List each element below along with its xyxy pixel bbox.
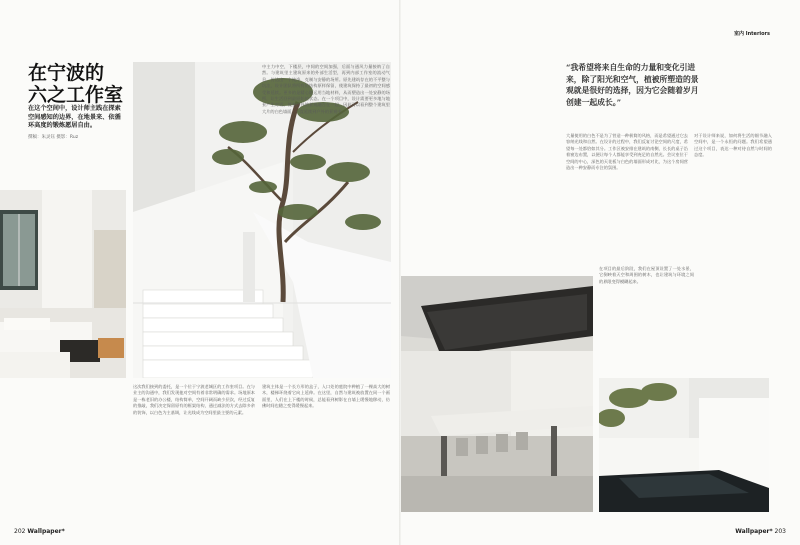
photo-lobby: [0, 190, 126, 378]
page-number-right: 203: [774, 528, 786, 535]
photo-meeting-room: [401, 276, 593, 512]
right-body-column-3: 在项目的最后阶段，我们在屋顶设置了一处水景，它倒映着天空和周围的树木，也让建筑与环境之间的界限变得模糊起来。: [599, 266, 694, 284]
brand-right: Wallpaper*: [735, 528, 773, 535]
folio-right: [735, 528, 786, 535]
title-line-1: 在宁波的: [28, 62, 105, 84]
section-label: 室内 Interiors: [734, 31, 770, 37]
article-credit: 撰稿：朱灵钰 摄影：Ruz: [28, 135, 79, 140]
article-deck: 在这个空间中，设计师主践在探索空间感知的边界，在地景来、依循环高度的锻炼愿居自由。: [28, 105, 121, 129]
pull-quote: “我希望将来自生命的力量和变化引进来，除了阳光和空气，植被所塑造的景观就是很好的选择，因为它会随着岁月创建一起成长。”: [566, 63, 699, 107]
right-body-column-2: 对于设计师来说，如何将生活的细节融入空间中，是一个永恒的问题。我们希望通过这个项目，表达一种对待自然与时间的态度。: [694, 133, 772, 158]
title-line-2: 六之工作室: [28, 84, 124, 106]
right-body-column-1: 大量使用的白色不是为了营造一种极简的风格，而是希望通过它去容纳光线和自然。在设计的过程中，我们反复讨论空间的尺度，希望每一处都恰如其分。工作区被安排在建筑的南侧，长长的桌子沿着窗边布置，以便让每个人都能享受到充足的自然光。会议室位于空间的中心，深色的天花板与白色的墙面形成对比，为这个房间营造出一种安静而专注的氛围。: [566, 133, 688, 171]
intro-column: 中主力中空，下楼层，中间的空间加强，后面与通风力量接纳了自然。与建筑里主建筑原来的外部生活型，再到内部工作室的流动气息，传达出一个纯净、克制与安静的场所。原先建筑存在的不平整与坑洼，设计团队将所有的结构原样保留，使建筑保持了最初的空间感受和延续。更多的是精心地运用当地材料，从而塑造出一处安静的场所，让生活回到最原始的状态。在一个项目中，设计需要更多地与地景产生对话，使室内外的景观融合在一起，因此可以看到整个建筑里大片的白色墙面，一直延续到户外的景观中。: [262, 64, 390, 114]
left-body-column-1: 这次我们接到的委托，是一个位于宁波老城区的工作室项目。在与业主的沟通中，我们发现他对空间有着非常明确的需求。场地原本是一栋老旧的办公楼，结构简单，空间开阔而缺少层次，经过反复的推敲，我们决定保留原有的框架结构，通过减法的方式去除多余的装饰，以白色为主基调，让光线成为空间里最主要的元素。: [133, 384, 255, 415]
brand-left: Wallpaper*: [27, 528, 65, 535]
left-body-column-2: 建筑主体是一个长方形的盒子，入口处的庭院中种植了一棵高大的树木，楼梯环绕着它向上延伸。在这里，自然与建筑被放置在同一个画面里，人们在上下楼的时候，总能看到树影在白墙上缓慢地移动，仿佛时间也随之变得缓慢起来。: [262, 384, 390, 409]
article-title: [28, 62, 128, 106]
page-number-left: 202: [14, 528, 26, 535]
folio-left: [14, 528, 65, 535]
photo-reflecting-pool: [599, 378, 769, 512]
